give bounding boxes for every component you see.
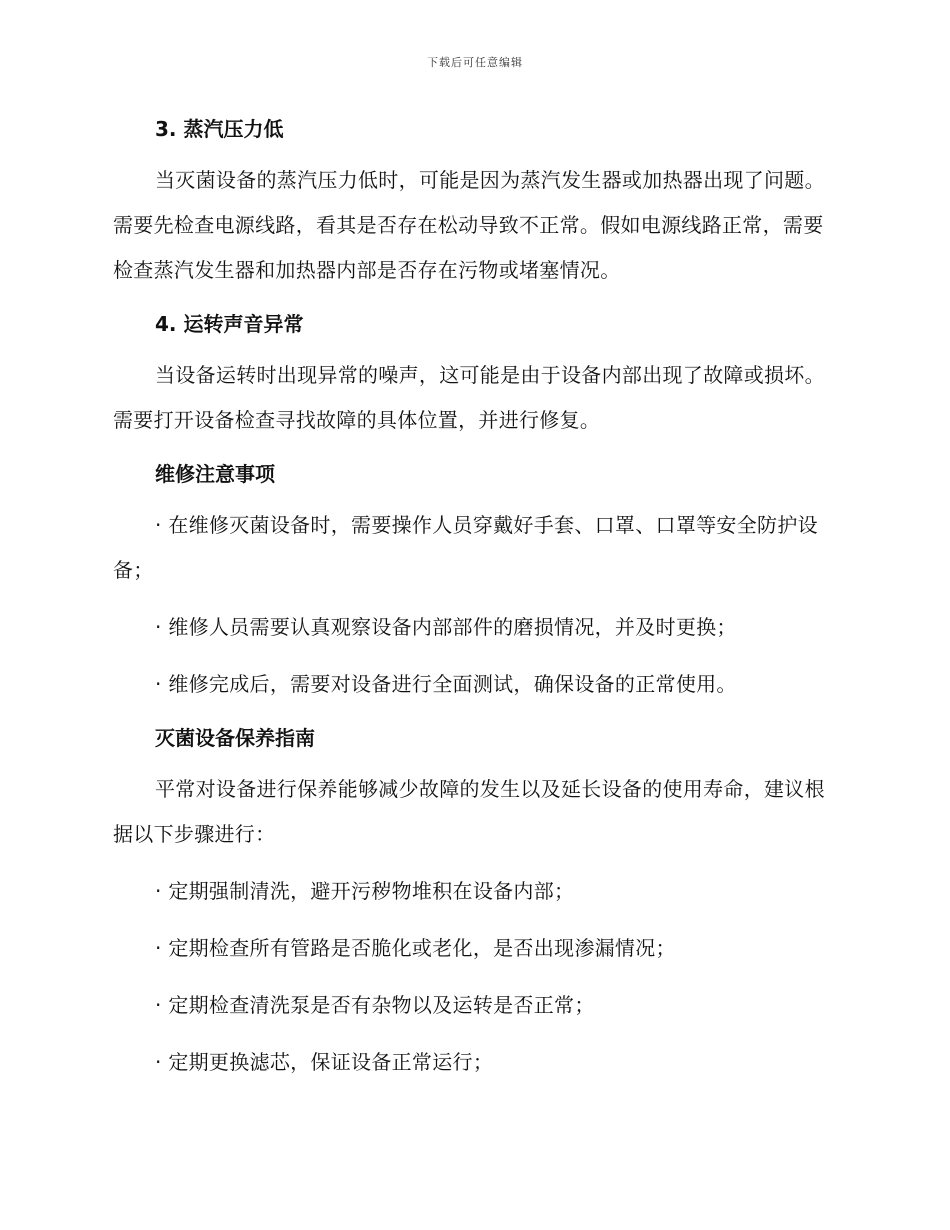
maintenance-note-item: · 维修完成后，需要对设备进行全面测试，确保设备的正常使用。 (155, 672, 737, 696)
maintenance-note-item: · 维修人员需要认真观察设备内部部件的磨损情况，并及时更换； (155, 615, 737, 639)
care-guide-item: · 定期检查所有管路是否脆化或老化，是否出现渗漏情况； (155, 936, 676, 960)
care-guide-item: · 定期检查清洗泵是否有杂物以及运转是否正常； (155, 993, 595, 1017)
maintenance-note-item: · 在维修灭菌设备时，需要操作人员穿戴好手套、口罩、口罩等安全防护设备； (113, 513, 818, 582)
care-guide-paragraph: 平常对设备进行保养能够减少故障的发生以及延长设备的使用寿命，建议根据以下步骤进行： (113, 777, 825, 846)
section-4-paragraph: 当设备运转时出现异常的噪声，这可能是由于设备内部出现了故障或损坏。需要打开设备检查寻找故障的具体位置，并进行修复。 (113, 363, 825, 432)
care-guide-item: · 定期强制清洗，避开污秽物堆积在设备内部； (155, 879, 575, 903)
document-body (113, 112, 835, 1085)
section-3-paragraph: 当灭菌设备的蒸汽压力低时，可能是因为蒸汽发生器或加热器出现了问题。需要先检查电源线路，看其是否存在松动导致不正常。假如电源线路正常，需要检查蒸汽发生器和加热器内部是否存在污物或堵塞情况。 (113, 168, 825, 282)
care-guide-item: · 定期更换滤芯，保证设备正常运行； (155, 1050, 494, 1074)
header-note: 下载后可任意编辑 (427, 56, 523, 69)
care-guide-title: 灭菌设备保养指南 (155, 726, 315, 750)
maintenance-notes-title: 维修注意事项 (155, 462, 275, 486)
section-3-title: 3. 蒸汽压力低 (155, 117, 284, 141)
section-4-title: 4. 运转声音异常 (155, 312, 304, 336)
